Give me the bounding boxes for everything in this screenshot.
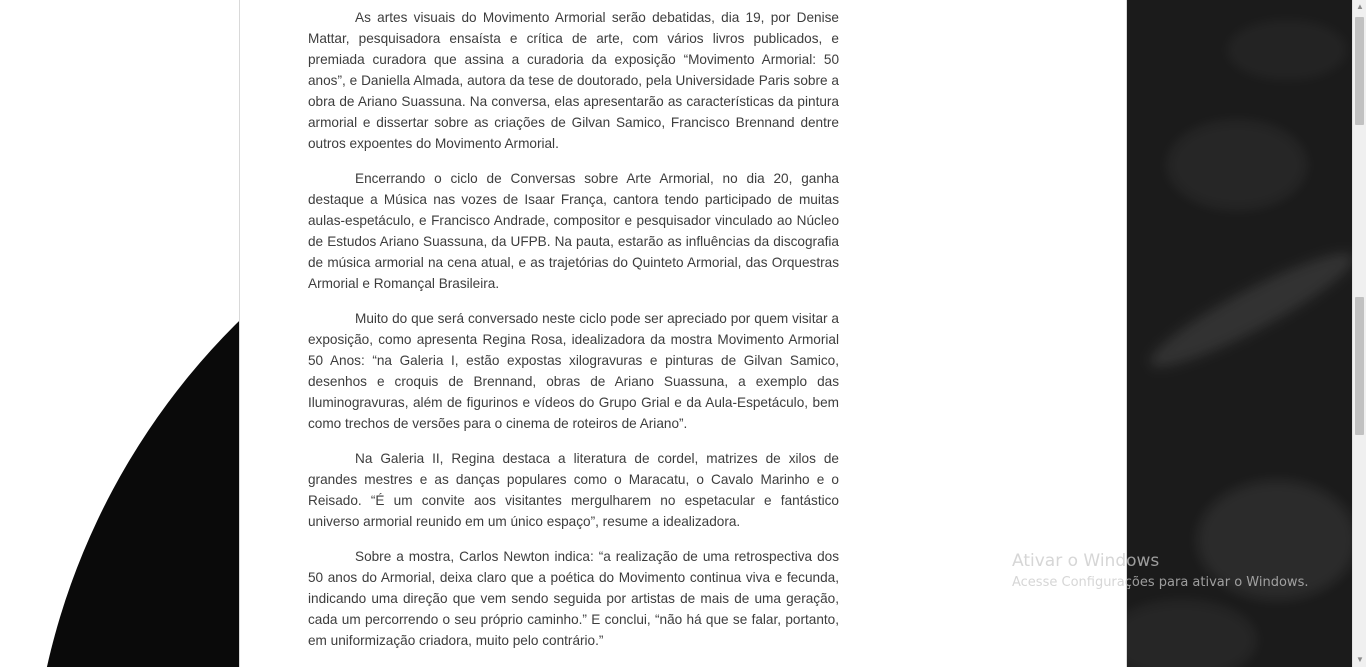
watermark-subtitle: Acesse Configurações para ativar o Windows. (1012, 575, 1309, 590)
scrollbar-thumb-top[interactable] (1355, 17, 1364, 125)
article-paragraph: As artes visuais do Movimento Armorial serão debatidas, dia 19, por Denise Mattar, pesquisadora ensaísta e crítica de arte, com vários livros publicados, e premiada curadora que assina a curadoria da exposição “Movimento Armorial: 50 anos”, e Daniella Almada, autora da tese de doutorado, pela Universidade Paris sobre a obra de Ariano Suassuna. Na conversa, elas apresentarão as características da pintura armorial e dissertar sobre as criações de Gilvan Samico, Francisco Brennand dentre outros expoentes do Movimento Armorial. (308, 10, 839, 151)
photo-texture (1227, 20, 1347, 80)
scroll-up-arrow-icon[interactable]: ▲ (1356, 2, 1364, 11)
article-paragraph: Sobre a mostra, Carlos Newton indica: “a realização de uma retrospectiva dos 50 anos do Armorial, deixa claro que a poética do Movimento continua viva e fecunda, indicando uma direção que vem sendo seguida por artistas de mais de uma geração, cada um percorrendo o seu próprio caminho.” E conclui, “não há que se falar, portanto, em uniformização criadora, muito pelo contrário.” (308, 549, 839, 648)
scrollbar-thumb[interactable] (1355, 297, 1364, 435)
article-body (308, 7, 839, 665)
article-paragraph: Muito do que será conversado neste ciclo pode ser apreciado por quem visitar a exposição, como apresenta Regina Rosa, idealizadora da mostra Movimento Armorial 50 Anos: “na Galeria I, estão expostas xilogravuras e pinturas de Gilvan Samico, desenhos e croquis de Brennand, obras de Ariano Suassuna, a exemplo das Iluminogravuras, além de figurinos e vídeos do Grupo Grial e da Aula-Espetáculo, bem como trechos de versões para o cinema de roteiros de Ariano”. (308, 311, 839, 431)
photo-texture (1127, 600, 1257, 667)
scroll-down-arrow-icon[interactable]: ▼ (1356, 655, 1364, 664)
black-circle-shape (30, 120, 240, 667)
article-paragraph: Encerrando o ciclo de Conversas sobre Arte Armorial, no dia 20, ganha destaque a Música nas vozes de Isaar França, cantora tendo participado de muitas aulas-espetáculo, e Francisco Andrade, compositor e pesquisador vinculado ao Núcleo de Estudos Ariano Suassuna, da UFPB. Na pauta, estarão as influências da discografia de música armorial na cena atual, e as trajetórias do Quinteto Armorial, das Orquestras Armorial e Romançal Brasileira. (308, 171, 839, 291)
photo-texture (1167, 120, 1307, 210)
photo-texture (1141, 238, 1352, 381)
watermark-title: Ativar o Windows (1012, 551, 1160, 571)
page-scrollbar[interactable] (1352, 0, 1366, 667)
article-paragraph: Na Galeria II, Regina destaca a literatura de cordel, matrizes de xilos de grandes mestres e as danças populares como o Maracatu, o Cavalo Marinho e o Reisado. “É um convite aos visitantes mergulharem no espetacular e fantástico universo armorial reunido em um único espaço”, resume a idealizadora. (308, 451, 839, 529)
background-left-artwork (0, 0, 240, 667)
windows-activation-watermark (1012, 549, 1308, 593)
article-content-panel (239, 0, 1127, 667)
